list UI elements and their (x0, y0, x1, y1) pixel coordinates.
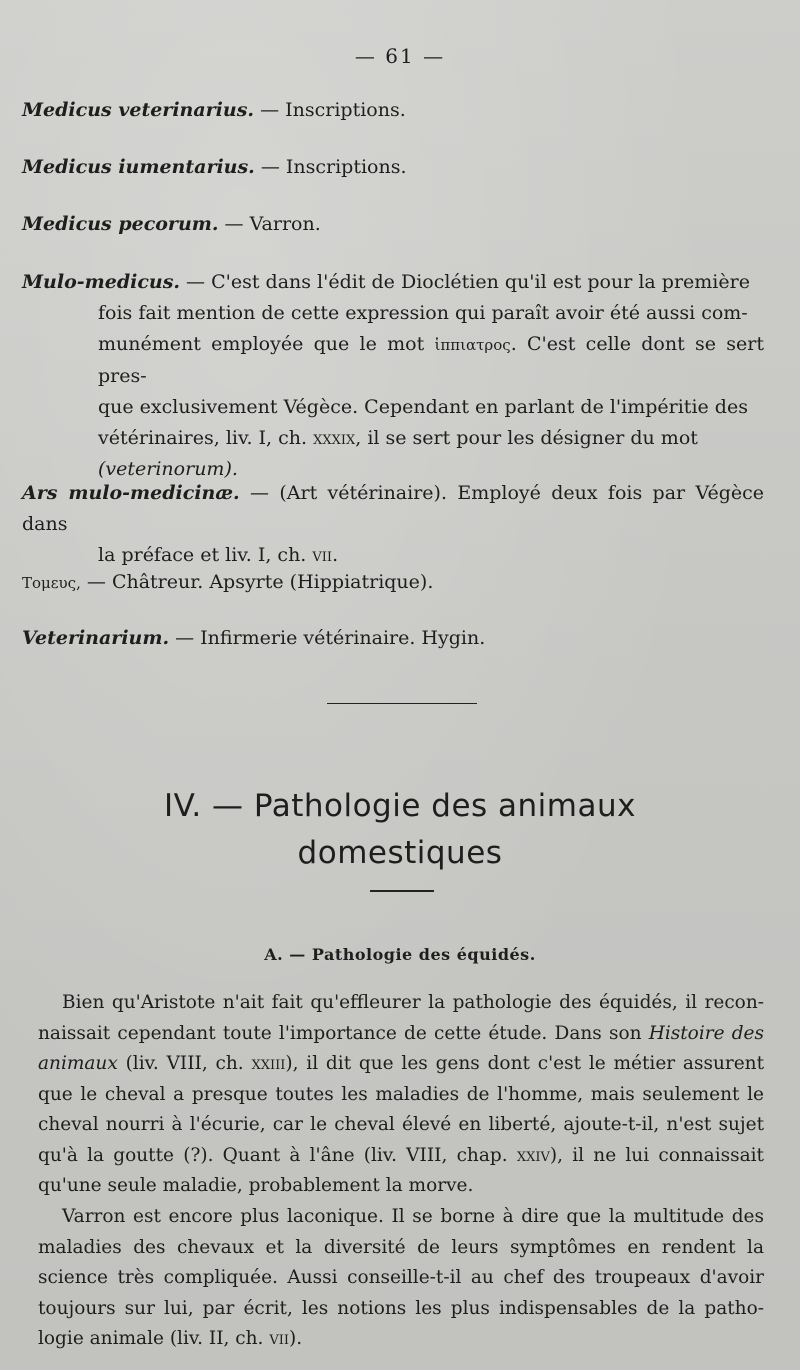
title-underline (370, 890, 434, 892)
glossary-entry-medicus-veterinarius (22, 95, 764, 126)
page-number: — 61 — (354, 44, 446, 68)
paragraph-text: (liv. VIII, ch. (117, 1053, 252, 1074)
entry-separator: — (239, 482, 280, 504)
entry-text-3b: . C'est celle dont se sert pres- (98, 333, 765, 387)
section-divider (327, 703, 477, 704)
entry-separator: — (254, 156, 286, 178)
subsection-title: A. — Pathologie des équidés. (264, 945, 536, 964)
paragraph-text: Bien qu'Aristote n'ait fait qu'effleurer la pathologie des équidés, il reconnaissait cependant toute l'importance de cette étude. Dans son (38, 992, 764, 1044)
chapter-numeral: xxxix (313, 427, 356, 449)
entry-text-2b: . (332, 544, 339, 566)
entry-term: Medicus pecorum. (22, 213, 219, 235)
entry-separator: — (254, 99, 286, 121)
entry-text-5b: , il se sert pour les désigner du mot (355, 427, 698, 449)
entry-separator: — (218, 213, 250, 235)
section-title (0, 783, 800, 877)
glossary-entry-veterinarium (22, 623, 764, 654)
entry-text-line-6: (veterinorum). (98, 458, 238, 480)
glossary-entry-medicus-iumentarius (22, 152, 764, 183)
glossary-entry-ars-mulo-medicinae (22, 478, 764, 571)
entry-text-line-4: que exclusivement Végèce. Cependant en parlant de l'impéritie des (98, 396, 748, 418)
chapter-numeral: vii (269, 1328, 289, 1349)
chapter-numeral: xxiii (251, 1053, 286, 1074)
entry-term: Τομευς, (22, 574, 81, 592)
entry-text-line-2: fois fait mention de cette expression qui paraît avoir été aussi com- (98, 302, 748, 324)
section-title-line-1: IV. — Pathologie des animaux (164, 788, 636, 824)
book-title: Histoire des animaux (38, 1022, 764, 1074)
paragraph-text: ). (288, 1328, 303, 1349)
chapter-numeral: xxiv (516, 1144, 550, 1166)
paragraph-text: Varron est encore plus laconique. Il se borne à dire que la multitude des maladies des chevaux et la diversité de leurs symptômes en rendent la science très compliquée. Aussi conseille-t-il au chef des troupeaux d'avoir toujours sur lui, par écrit, les notions les plus indispensables de la pathologie animale (liv. II, ch. (38, 1206, 764, 1349)
body-paragraph-1 (38, 988, 764, 1202)
paragraph-text: ), il ne lui connaissait qu'une seule maladie, probablement la morve. (38, 1144, 764, 1196)
entry-text-line-3 (22, 329, 764, 392)
section-title-line-2: domestiques (297, 835, 503, 871)
entry-term: Medicus veterinarius. (22, 99, 255, 121)
entry-text: Inscriptions. (285, 156, 407, 178)
entry-text: Varron. (249, 213, 321, 235)
entry-text-line-1: (Art vétérinaire). Employé deux fois par Végèce dans (22, 482, 764, 535)
entry-text-5a: vétérinaires, liv. I, ch. (98, 427, 314, 449)
glossary-entry-mulo-medicus (22, 267, 764, 485)
entry-text-3a: munément employée que le mot (98, 333, 435, 355)
entry-text-2a: la préface et liv. I, ch. (98, 544, 313, 566)
entry-separator: — (80, 571, 112, 593)
entry-separator: — (169, 627, 201, 649)
entry-text: Inscriptions. (285, 99, 406, 121)
entry-term: Medicus iumentarius. (22, 156, 255, 178)
entry-separator: — (180, 271, 212, 293)
greek-word: ἱππιατρος (434, 336, 511, 354)
glossary-entry-tomeus (22, 567, 764, 599)
paragraph-text: ), il dit que les gens dont c'est le métier assurent que le cheval a presque toutes les maladies de l'homme, mais seulement le cheval nourri à l'écurie, car le cheval élevé en liberté, ajoute-t-il, n'est sujet qu'à la goutte (?). Quant à l'âne (liv. VIII, chap. (38, 1053, 765, 1166)
entry-text: Châtreur. Apsyrte (Hippiatrique). (111, 571, 434, 593)
entry-term: Mulo-medicus. (22, 271, 181, 293)
entry-text-line-1: C'est dans l'édit de Dioclétien qu'il est pour la première (211, 271, 750, 293)
body-paragraph-2 (38, 1202, 764, 1355)
entry-term: Ars mulo-medicinæ. (22, 482, 240, 504)
entry-text-line-5 (22, 423, 764, 454)
glossary-entry-medicus-pecorum (22, 209, 764, 240)
entry-term: Veterinarium. (22, 627, 170, 649)
entry-text: Infirmerie vétérinaire. Hygin. (200, 627, 486, 649)
chapter-numeral: vii (312, 544, 333, 566)
